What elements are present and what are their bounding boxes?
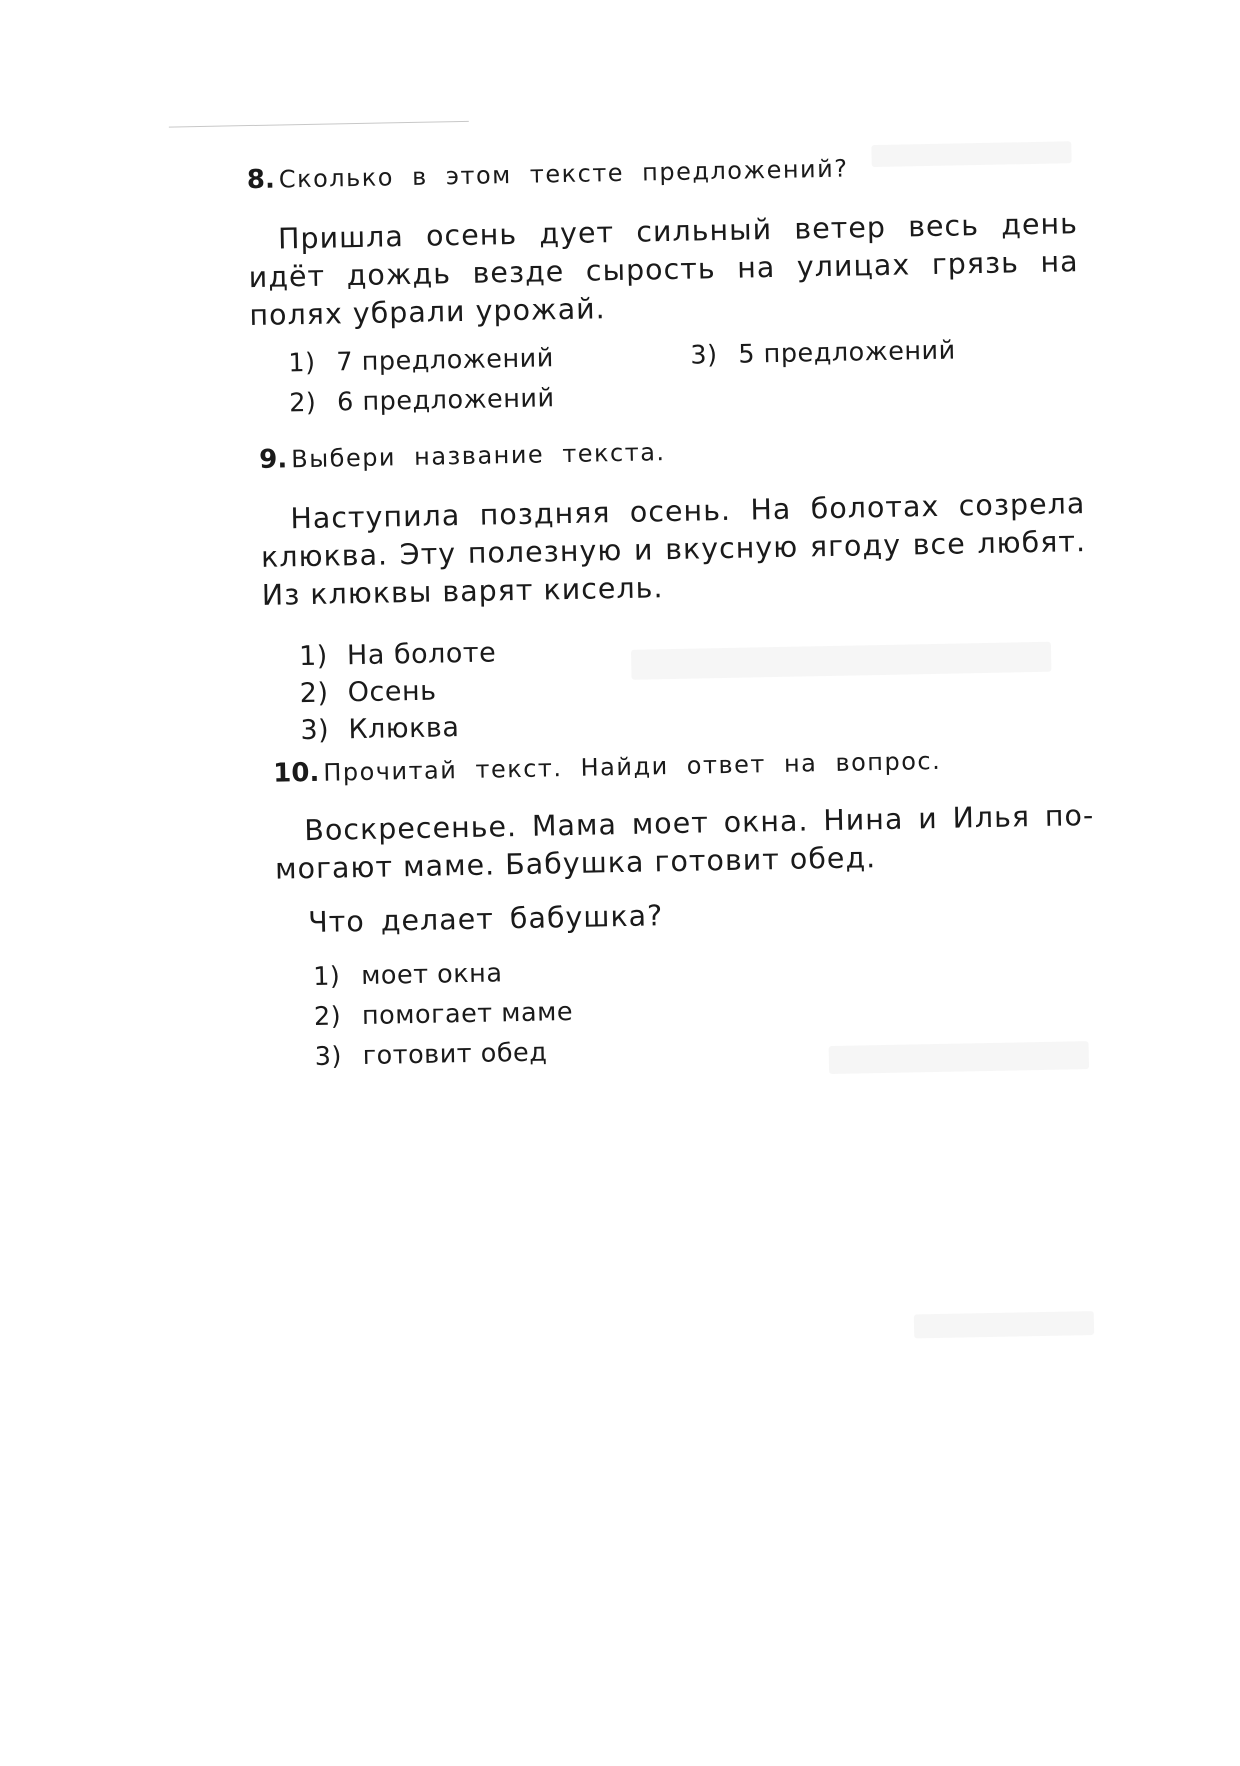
option-number: 1) bbox=[288, 347, 316, 379]
option-number: 1) bbox=[298, 640, 329, 673]
option-number: 3) bbox=[314, 1041, 343, 1072]
option-label: 6 предложений bbox=[336, 383, 555, 418]
task-number: 8. bbox=[246, 164, 276, 196]
answer-options bbox=[277, 942, 1099, 1078]
passage-text: Наступила поздняя осень. На болотах созрела клюква. Эту полезную и вкусную ягоду все любят. Из клюквы варят кисель. bbox=[260, 487, 1087, 612]
option-label: моет окна bbox=[360, 958, 503, 992]
answer-options bbox=[250, 333, 1081, 429]
bleed-through-mark bbox=[914, 1311, 1094, 1338]
task-8-header bbox=[247, 149, 1077, 195]
answer-options bbox=[263, 623, 1090, 750]
top-divider bbox=[169, 121, 469, 128]
option-label: 7 предложений bbox=[336, 343, 555, 378]
task-9-passage bbox=[260, 485, 1087, 615]
option-label: готовит обед bbox=[362, 1037, 548, 1072]
option-label: Осень bbox=[347, 675, 437, 709]
passage-text: Пришла осень дует сильный ветер весь день идёт дождь везде сырость на улицах грязь на полях убрали урожай. bbox=[248, 207, 1079, 333]
option-number: 3) bbox=[690, 340, 718, 371]
task-10-subquestion: Что делает бабушка? bbox=[307, 899, 664, 940]
task-8 bbox=[247, 149, 1082, 429]
task-9-header bbox=[259, 429, 1084, 475]
option-number: 2) bbox=[299, 677, 329, 710]
option-label: Клюква bbox=[348, 712, 460, 746]
task-question: Сколько в этом тексте предложений? bbox=[278, 154, 849, 194]
task-question: Выбери название текста. bbox=[290, 438, 666, 474]
task-number: 10. bbox=[272, 757, 320, 789]
answer-option-1[interactable] bbox=[288, 343, 554, 378]
task-number: 9. bbox=[258, 444, 288, 475]
answer-option-2[interactable] bbox=[289, 383, 555, 418]
answer-option-3[interactable] bbox=[690, 336, 956, 371]
option-number: 2) bbox=[313, 1001, 342, 1032]
option-label: помогает маме bbox=[361, 996, 574, 1032]
task-10 bbox=[273, 743, 1099, 1078]
option-label: 5 предложений bbox=[738, 335, 956, 370]
task-8-passage bbox=[248, 205, 1080, 335]
option-number: 2) bbox=[288, 387, 317, 419]
option-label: На болоте bbox=[346, 637, 497, 672]
task-10-passage bbox=[274, 797, 1095, 889]
task-10-header bbox=[273, 743, 1093, 789]
task-question: Прочитай текст. Найди ответ на вопрос. bbox=[323, 746, 942, 787]
task-9 bbox=[259, 429, 1090, 750]
option-number: 3) bbox=[300, 714, 330, 747]
passage-text: Воскресенье. Мама моет окна. Нина и Илья по-могают маме. Бабушка готовит обед. bbox=[274, 798, 1095, 886]
option-number: 1) bbox=[312, 961, 341, 992]
